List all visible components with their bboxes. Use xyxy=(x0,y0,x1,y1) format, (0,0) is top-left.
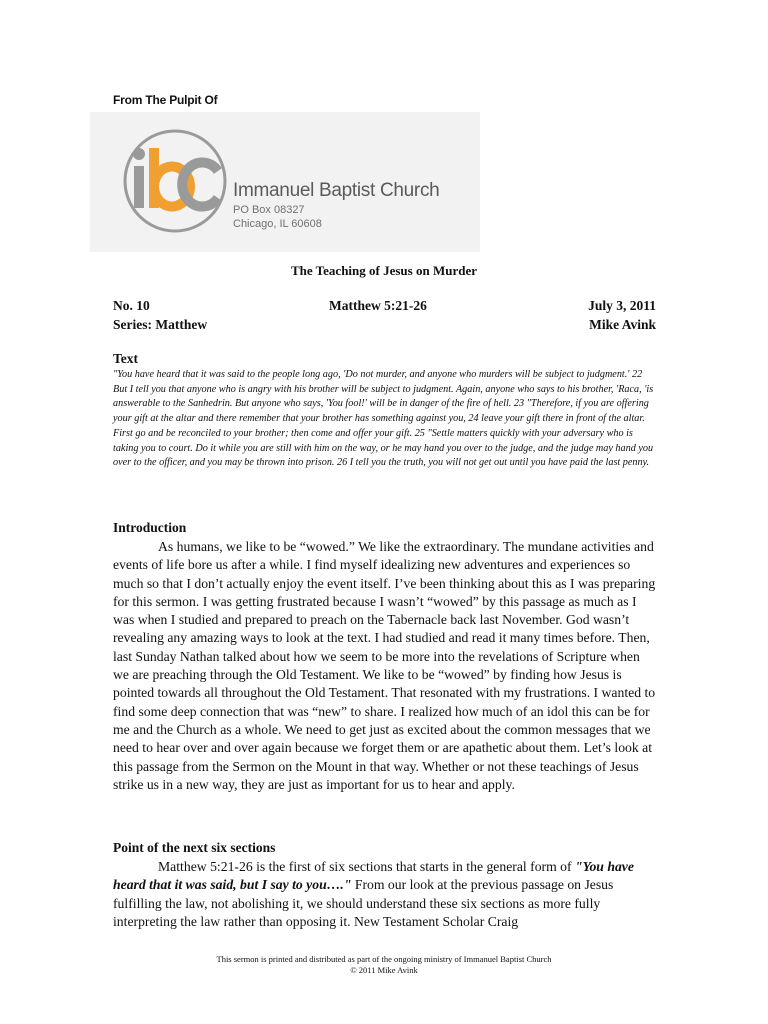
address-line-1: PO Box 08327 xyxy=(233,204,305,216)
preacher-name: Mike Avink xyxy=(589,317,656,332)
sermon-date: July 3, 2011 xyxy=(588,298,656,313)
six-sections-paragraph xyxy=(113,858,658,931)
six-sections-heading: Point of the next six sections xyxy=(113,840,276,855)
ibc-logo-icon xyxy=(120,126,230,236)
introduction-body xyxy=(113,538,658,794)
text-heading: Text xyxy=(113,351,139,366)
pulpit-label: From The Pulpit Of xyxy=(113,93,218,107)
church-logo xyxy=(90,112,480,252)
six-sections-rest: From our look at the previous passage on Jesus fulfilling the law, not abolishing it, we should understand these six sections as more fully interpreting the law rather than opposing it. New Testament Scholar Craig xyxy=(113,877,614,929)
sermon-number: No. 10 xyxy=(113,298,150,313)
scripture-passage: "You have heard that it was said to the people long ago, 'Do not murder, and anyone who murders will be subject to judgment.' 22 But I tell you that anyone who is angry with his brother will be subject to judgment. Again, anyone who says to his brother, 'Raca, 'is answerable to the Sanhedrin. But anyone who says, 'You fool!' will be in danger of the fire of hell. 23 "Therefore, if you are offering your gift at the altar and there remember that your brother has something against you, 24 leave your gift there in front of the altar. First go and be reconciled to your brother; then come and offer your gift. 25 "Settle matters quickly with your adversary who is taking you to court. Do it while you are still with him on the way, or he may hand you over to the judge, and the judge may hand you over to the officer, and you may be thrown into prison. 26 I tell you the truth, you will not get out until you have paid the last penny. xyxy=(113,369,654,469)
address-line-2: Chicago, IL 60608 xyxy=(233,218,322,230)
six-sections-quote: "You have heard that it was said, but I say to you…." xyxy=(113,859,634,893)
scripture-reference: Matthew 5:21-26 xyxy=(329,298,427,313)
page-footer xyxy=(0,954,768,976)
church-name: Immanuel Baptist Church xyxy=(233,180,440,201)
series-name: Series: Matthew xyxy=(113,317,208,332)
introduction-heading: Introduction xyxy=(113,520,187,535)
footer-ministry-note: This sermon is printed and distributed as part of the ongoing ministry of Immanuel Baptist Church xyxy=(216,954,552,964)
introduction-paragraph: As humans, we like to be “wowed.” We like the extraordinary. The mundane activities and events of life bore us after a while. I find myself idealizing new adventures and experiences so much so that I don’t actually enjoy the event itself. I’ve been thinking about this as I was preparing for this sermon. I was getting frustrated because I wasn’t “wowed” by this passage as much as I was when I studied and prepared to preach on the Tabernacle back last November. God wasn’t revealing any amazing ways to look at the text. I had studied and read it many times before. Then, last Sunday Nathan talked about how we seem to be more into the revelations of Scripture when we are preaching through the Old Testament. We like to be “wowed” by finding how Jesus is pointed towards all throughout the Old Testament. That resonated with my frustrations. I wanted to find some deep connection that was “new” to share. I realized how much of an idol this can be for me and the Church as a whole. We need to get just as excited about the common messages that we need to hear over and over again because we forget them or are apathetic about them. Let’s look at this passage from the Sermon on the Mount in that way. Whether or not these teachings of Jesus strike us in a new way, they are just as important for us to hear and apply. xyxy=(113,539,656,792)
six-sections-lead: Matthew 5:21-26 is the first of six sections that starts in the general form of xyxy=(158,859,576,874)
footer-copyright: © 2011 Mike Avink xyxy=(350,965,418,975)
six-sections-body xyxy=(113,858,658,931)
sermon-title: The Teaching of Jesus on Murder xyxy=(291,263,477,278)
